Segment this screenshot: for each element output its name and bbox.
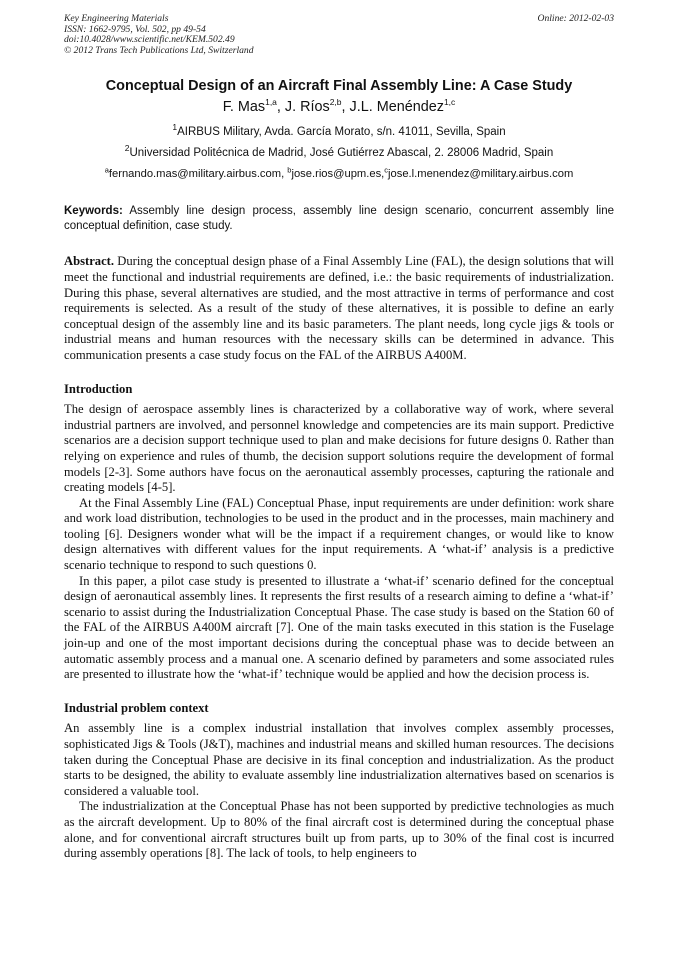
section-heading-introduction: Introduction xyxy=(64,381,133,396)
issn-line: ISSN: 1662-9795, Vol. 502, pp 49-54 xyxy=(64,23,206,35)
email-address[interactable]: jose.rios@upm.es, xyxy=(291,168,385,181)
affiliation-text: AIRBUS Military, Avda. García Morato, s/n. 41011, Sevilla, Spain xyxy=(177,126,506,139)
journal-header xyxy=(64,14,614,56)
journal-name: Key Engineering Materials xyxy=(64,13,169,24)
keywords-label: Keywords: xyxy=(64,205,123,218)
author-name: F. Mas xyxy=(222,99,266,116)
email-sup: a xyxy=(104,165,109,175)
abstract-block xyxy=(64,254,614,363)
author-list: F. Mas$^{1,a}$, J. Ríos$^{2,b}$, J.L. Menéndez$^{1,c}$ xyxy=(222,97,456,116)
email-address[interactable]: jose.l.menendez@military.airbus.com xyxy=(388,168,574,181)
affiliation-sup: 1 xyxy=(172,122,178,133)
keywords-block xyxy=(64,204,614,234)
abstract-label: Abstract. xyxy=(64,254,115,269)
paragraph: In this paper, a pilot case study is presented to illustrate a ‘what-if’ scenario defined for the conceptual design of aeronautical assembly lines. It represents the first results of a research aiming to define a ‘what-if’ scenario to assist during the Industrialization Conceptual Phase. The case study is based on the Station 60 of the FAL of the AIRBUS A400M aircraft [7]. One of the main tasks executed in this station is the Fuselage join-up and one of the most important decisions during the conceptual phase was to decide between an automatic assembly process and a manual one. A scenario defined by parameters and some associated rules are presented to illustrate how the ‘what-if’ technique would be applied and how the decision process is. xyxy=(64,573,614,682)
copyright-line: © 2012 Trans Tech Publications Ltd, Switzerland xyxy=(64,44,254,56)
email-sup: c xyxy=(384,165,389,175)
paragraph: An assembly line is a complex industrial installation that involves complex assembly processes, sophisticated Jigs & Tools (J&T), machines and industrial means and skilled human resources. The decisions taken during the Conceptual Phase are decisive in its final conception and industrialization. As the product starts to be designed, the ability to evaluate assembly line industrialization alternatives based on scenarios is considered a valuable tool. xyxy=(64,721,614,798)
author-sup: 2,b xyxy=(329,97,342,108)
author-sup: 1,c xyxy=(443,97,456,108)
paragraph: At the Final Assembly Line (FAL) Conceptual Phase, input requirements are under definition: work share and work load distribution, technologies to be used in the product and in the processes, main machinery and tooling [6]. Designers wonder what will be the impact if a requirement changes, or would like to know design alternatives with different values for the input requirements. A ‘what-if’ analysis is a predictive scenario technique to respond to such questions 0. xyxy=(64,495,614,573)
paper-title: Conceptual Design of an Aircraft Final Assembly Line: A Case Study xyxy=(105,78,573,95)
paragraph: The industrialization at the Conceptual Phase has not been supported by predictive technologies as much as the aircraft development. Up to 80% of the final aircraft cost is determined during the conceptual phase alone, and for conventional aircraft structures built up from parts, up to 30% of the final cost is incurred during assembly operations [8]. The lack of tools, to help engineers to xyxy=(64,799,614,861)
email-list xyxy=(64,167,614,182)
affiliation-sup: 2 xyxy=(124,143,130,154)
email-address[interactable]: fernando.mas@military.airbus.com, xyxy=(108,168,288,181)
affiliation xyxy=(64,122,614,140)
email-sup: b xyxy=(287,165,292,175)
affiliation xyxy=(64,143,614,161)
author-name: J.L. Menéndez xyxy=(349,99,444,116)
affiliation-text: Universidad Politécnica de Madrid, José Gutiérrez Abascal, 2. 28006 Madrid, Spain xyxy=(129,147,554,160)
online-date: Online: 2012-02-03 xyxy=(537,13,614,24)
paragraph: The design of aerospace assembly lines is characterized by a collaborative way of work, where several industrial partners are involved, and personnel knowledge and competencies are its main support. Predictive scenarios are a decision support technique used to plan and make decisions for future designs 0. Rather than relying on experience and rules of thumb, the decision support solutions require the development of formal models [2-3]. Some authors have focus on the aeronautical assembly processes, capturing the rationale and creating models [4-5]. xyxy=(64,402,614,495)
author-name: J. Ríos xyxy=(284,99,330,116)
section-heading-industrial-context: Industrial problem context xyxy=(64,700,209,715)
keywords-text: Assembly line design process, assembly line design scenario, concurrent assembly line conceptual definition, case study. xyxy=(64,205,614,233)
author-sup: 1,a xyxy=(265,97,277,108)
doi-line: doi:10.4028/www.scientific.net/KEM.502.49 xyxy=(64,34,235,46)
abstract-text: During the conceptual design phase of a Final Assembly Line (FAL), the design solutions that will meet the functional and industrial requirements are defined, i.e.: the basic requirements of industrialization. During this phase, several alternatives are studied, and the most attractive in terms of performance and cost requirements is selected. As a result of the study of these alternatives, it is possible to define an early conceptual design of the assembly line and its basic parameters. The plant needs, long cycle jigs & tools or industrial means and human resources with the necessary skills can be determined in advance. This communication presents a case study focus on the FAL of the AIRBUS A400M. xyxy=(64,254,614,362)
